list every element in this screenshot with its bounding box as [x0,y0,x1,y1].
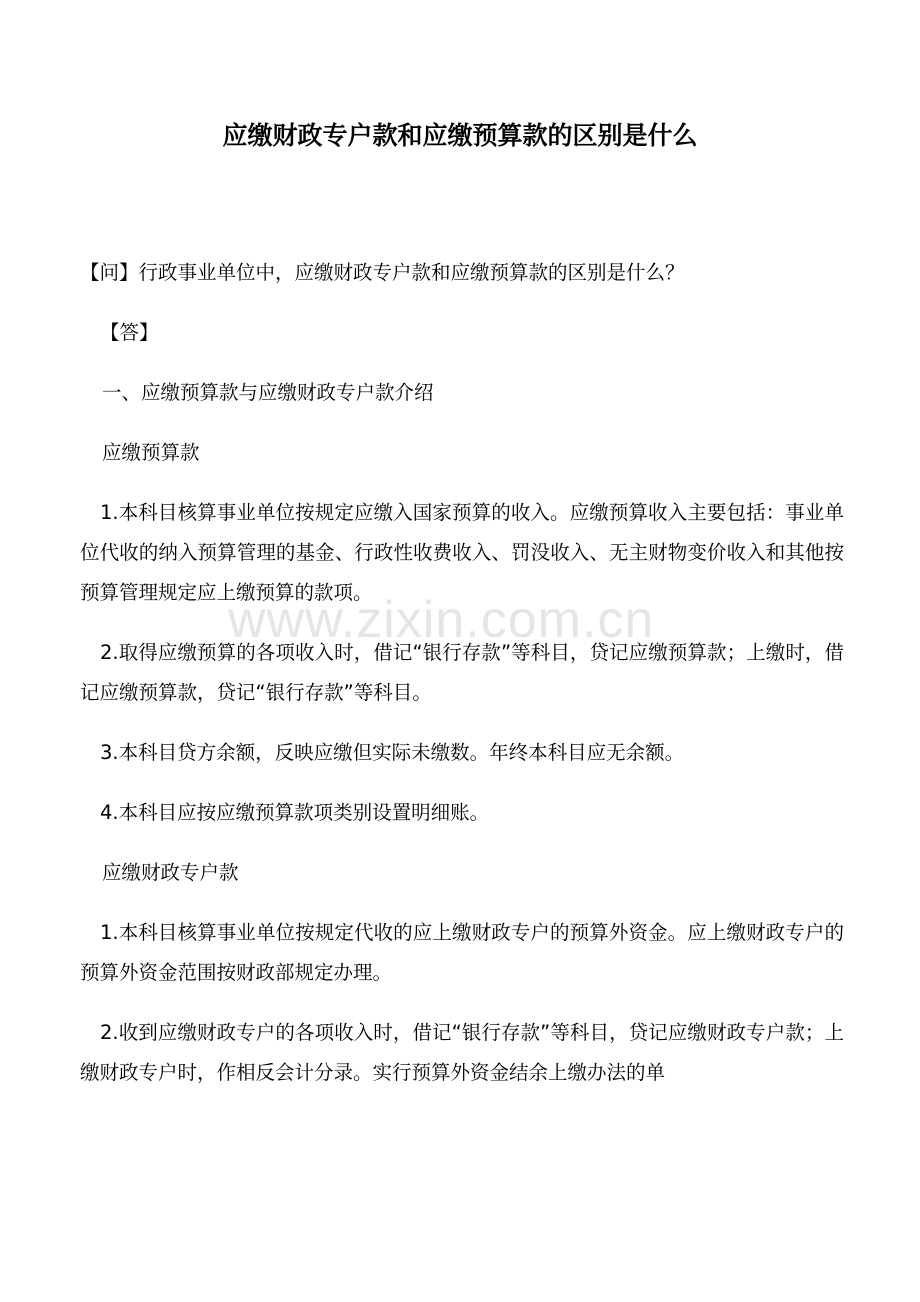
document-body [80,253,844,1113]
question-paragraph: 【问】行政事业单位中，应缴财政专户款和应缴预算款的区别是什么？ [80,261,685,284]
answer-label: 【答】 [100,321,159,344]
list-item: 3.本科目贷方余额，反映应缴但实际未缴数。年终本科目应无余额。 [100,741,685,764]
section-heading: 一、应缴预算款与应缴财政专户款介绍 [102,381,434,404]
document-title: 应缴财政专户款和应缴预算款的区别是什么 [222,121,698,150]
subsection-heading: 应缴预算款 [102,441,200,464]
list-item: 1.本科目核算事业单位按规定应缴入国家预算的收入。应缴预算收入主要包括：事业单位代收的纳入预算管理的基金、行政性收费收入、罚没收入、无主财物变价收入和其他按预算管理规定应上缴预算的款项。 [80,501,844,604]
subsection-heading: 应缴财政专户款 [102,861,239,884]
list-item: 4.本科目应按应缴预算款项类别设置明细账。 [100,801,490,824]
watermark: www.zixin.com.cn [228,591,655,649]
list-item: 1.本科目核算事业单位按规定代收的应上缴财政专户的预算外资金。应上缴财政专户的预算外资金范围按财政部规定办理。 [80,921,844,984]
list-item: 2.取得应缴预算的各项收入时，借记“银行存款”等科目，贷记应缴预算款；上缴时，借记应缴预算款，贷记“银行存款”等科目。 [80,641,844,704]
list-item: 2.收到应缴财政专户的各项收入时，借记“银行存款”等科目，贷记应缴财政专户款；上缴财政专户时，作相反会计分录。实行预算外资金结余上缴办法的单 [80,1021,844,1084]
